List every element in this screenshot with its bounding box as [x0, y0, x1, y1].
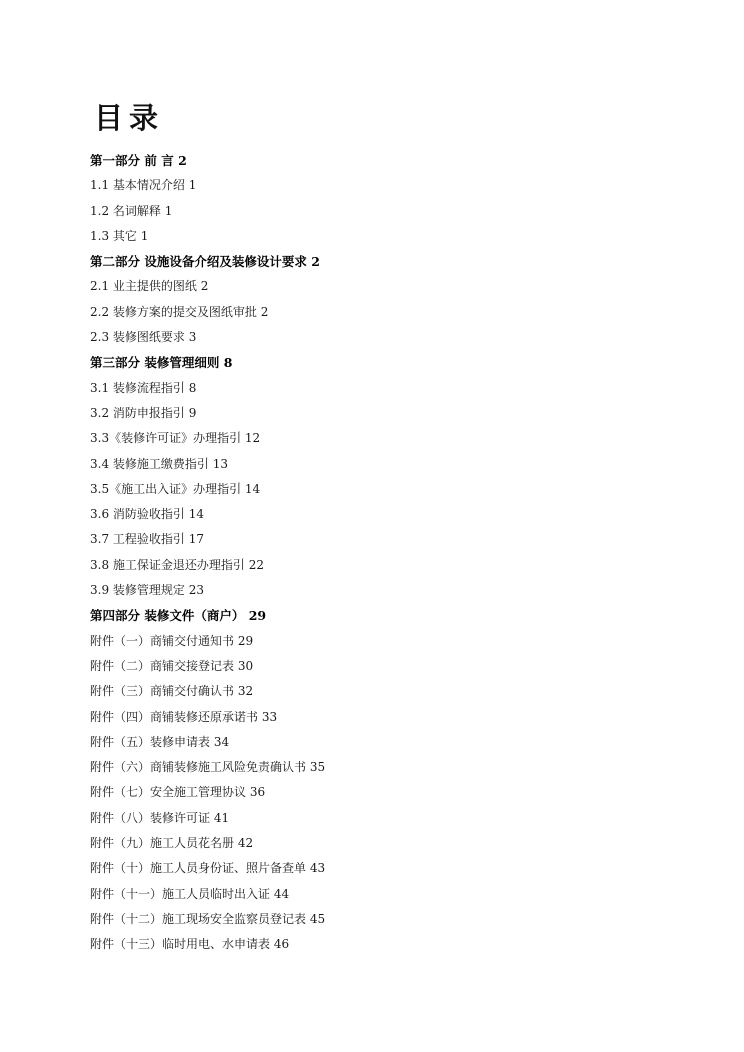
toc-section-entry[interactable] [90, 274, 690, 299]
toc-entry-label: 2.3 装修图纸要求 [90, 330, 185, 345]
toc-section-entry[interactable] [90, 426, 690, 451]
toc-entry-page-number: 2 [200, 279, 209, 294]
toc-section-entry[interactable] [90, 806, 690, 831]
toc-entry-label: 3.7 工程验收指引 [90, 532, 185, 547]
toc-entry-page-number: 29 [248, 608, 267, 624]
toc-entry-page-number: 14 [188, 507, 205, 522]
toc-entry-label: 1.2 名词解释 [90, 203, 161, 218]
toc-entry-label: 附件（十二）施工现场安全监察员登记表 [90, 911, 307, 926]
toc-part-entry[interactable] [90, 350, 690, 375]
toc-section-entry[interactable] [90, 553, 690, 578]
toc-entry-label: 3.2 消防申报指引 [90, 405, 185, 420]
toc-section-entry[interactable] [90, 831, 690, 856]
toc-section-entry[interactable] [90, 325, 690, 350]
toc-entry-label: 2.1 业主提供的图纸 [90, 279, 197, 294]
toc-section-entry[interactable] [90, 300, 690, 325]
toc-entry-label: 第四部分 装修文件（商户） [90, 608, 245, 624]
toc-entry-page-number: 1 [140, 228, 149, 243]
toc-entry-label: 附件（三）商铺交付确认书 [90, 684, 235, 699]
toc-entry-page-number: 2 [178, 153, 187, 168]
toc-entry-page-number: 1 [188, 178, 197, 193]
toc-entry-page-number: 22 [248, 557, 265, 572]
toc-entry-page-number: 32 [237, 684, 254, 699]
toc-entry-page-number: 3 [188, 330, 197, 345]
toc-entry-page-number: 35 [309, 760, 326, 775]
toc-section-entry[interactable] [90, 755, 690, 780]
toc-entry-label: 3.5《施工出入证》办理指引 [90, 481, 242, 496]
toc-entry-label: 附件（九）施工人员花名册 [90, 836, 235, 851]
toc-section-entry[interactable] [90, 856, 690, 881]
toc-entry-page-number: 13 [212, 456, 229, 471]
toc-section-entry[interactable] [90, 502, 690, 527]
toc-entry-label: 附件（六）商铺装修施工风险免责确认书 [90, 760, 307, 775]
toc-entry-page-number: 36 [249, 785, 266, 800]
toc-entry-page-number: 9 [188, 405, 197, 420]
toc-part-entry[interactable] [90, 603, 690, 628]
toc-entry-page-number: 34 [213, 734, 230, 749]
toc-entry-label: 第三部分 装修管理细则 [90, 355, 220, 371]
toc-entry-page-number: 33 [261, 709, 278, 724]
toc-section-entry[interactable] [90, 477, 690, 502]
toc-section-entry[interactable] [90, 452, 690, 477]
toc-entry-label: 附件（四）商铺装修还原承诺书 [90, 709, 259, 724]
toc-section-entry[interactable] [90, 679, 690, 704]
toc-entry-label: 3.9 装修管理规定 [90, 583, 185, 598]
toc-section-entry[interactable] [90, 629, 690, 654]
toc-entry-page-number: 14 [244, 481, 261, 496]
toc-entry-label: 第二部分 设施设备介绍及装修设计要求 [90, 254, 307, 270]
toc-entry-page-number: 46 [273, 937, 290, 952]
toc-entry-label: 附件（七）安全施工管理协议 [90, 785, 247, 800]
toc-entry-page-number: 2 [260, 304, 269, 319]
page-title: 目录 [94, 101, 165, 135]
toc-entry-page-number: 45 [309, 911, 326, 926]
toc-entry-label: 3.4 装修施工缴费指引 [90, 456, 209, 471]
toc-section-entry[interactable] [90, 199, 690, 224]
toc-entry-page-number: 42 [237, 836, 254, 851]
toc-section-entry[interactable] [90, 907, 690, 932]
toc-section-entry[interactable] [90, 173, 690, 198]
toc-entry-label: 3.6 消防验收指引 [90, 507, 185, 522]
toc-section-entry[interactable] [90, 730, 690, 755]
toc-entry-label: 1.1 基本情况介绍 [90, 178, 185, 193]
toc-section-entry[interactable] [90, 705, 690, 730]
toc-entry-page-number: 44 [273, 886, 290, 901]
toc-entry-page-number: 8 [223, 355, 233, 371]
toc-entry-page-number: 43 [309, 861, 326, 876]
toc-entry-page-number: 8 [188, 380, 197, 395]
toc-section-entry[interactable] [90, 527, 690, 552]
toc-entry-label: 1.3 其它 [90, 228, 137, 243]
toc-section-entry[interactable] [90, 376, 690, 401]
toc-entry-page-number: 12 [244, 431, 261, 446]
toc-entry-page-number: 41 [213, 810, 230, 825]
toc-section-entry[interactable] [90, 932, 690, 957]
toc-entry-page-number: 1 [164, 203, 173, 218]
toc-entry-label: 附件（一）商铺交付通知书 [90, 633, 235, 648]
toc-section-entry[interactable] [90, 882, 690, 907]
toc-section-entry[interactable] [90, 578, 690, 603]
toc-entry-label: 附件（十）施工人员身份证、照片备查单 [90, 861, 307, 876]
toc-section-entry[interactable] [90, 224, 690, 249]
toc-entry-page-number: 2 [311, 254, 320, 270]
toc-entry-label: 附件（十三）临时用电、水申请表 [90, 937, 271, 952]
toc-entry-label: 附件（八）装修许可证 [90, 810, 211, 825]
toc-section-entry[interactable] [90, 401, 690, 426]
toc-entry-label: 第一部分 前 言 [90, 153, 174, 168]
toc-entry-label: 附件（二）商铺交接登记表 [90, 658, 235, 673]
toc-entry-label: 2.2 装修方案的提交及图纸审批 [90, 304, 257, 319]
toc-entry-page-number: 23 [188, 583, 205, 598]
toc-part-entry[interactable] [90, 148, 690, 173]
toc-entry-page-number: 29 [237, 633, 254, 648]
toc-entry-page-number: 30 [237, 658, 254, 673]
toc-part-entry[interactable] [90, 249, 690, 274]
toc-entry-label: 3.8 施工保证金退还办理指引 [90, 557, 245, 572]
toc-entry-label: 附件（十一）施工人员临时出入证 [90, 886, 271, 901]
toc-entry-label: 3.3《装修许可证》办理指引 [90, 431, 242, 446]
table-of-contents [90, 148, 690, 958]
toc-section-entry[interactable] [90, 780, 690, 805]
toc-section-entry[interactable] [90, 654, 690, 679]
toc-entry-page-number: 17 [188, 532, 205, 547]
toc-entry-label: 3.1 装修流程指引 [90, 380, 185, 395]
toc-entry-label: 附件（五）装修申请表 [90, 734, 211, 749]
